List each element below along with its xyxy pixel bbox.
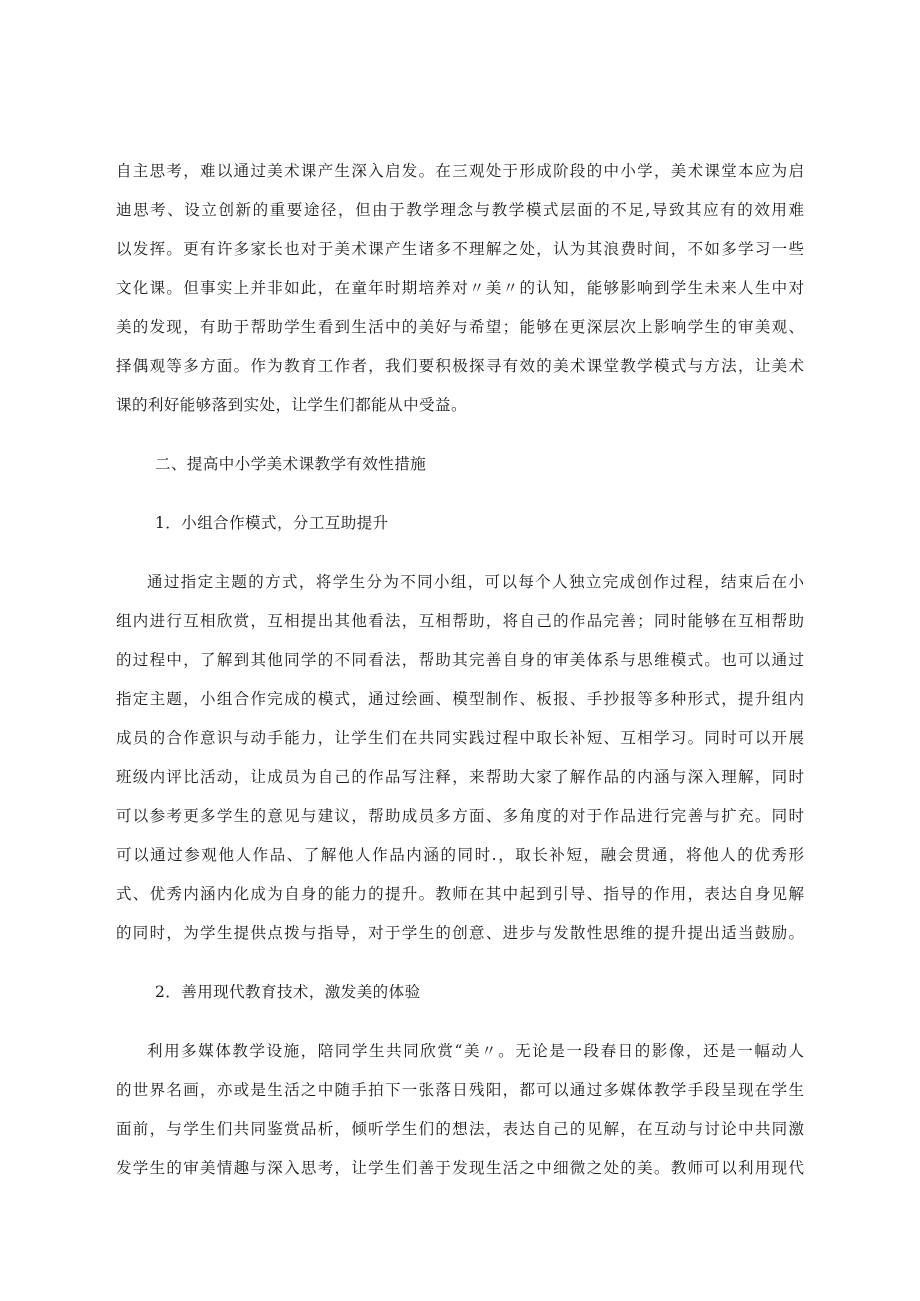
paragraph-2-line-7: 可以参考更多学生的意见与建议，帮助成员多方面、多角度的对于作品进行完善与扩充。同时 bbox=[116, 807, 804, 825]
paragraph-1-line-4: 文化课。但事实上并非如此，在童年时期培养对〃美〃的认知，能够影响到学生未来人生中对 bbox=[116, 279, 804, 297]
paragraph-3-line-4: 发学生的审美情趣与深入思考，让学生们善于发现生活之中细微之处的美。教师可以利用现代 bbox=[116, 1159, 804, 1177]
paragraph-2-line-2: 组内进行互相欣赏，互相提出其他看法，互相帮助，将自己的作品完善；同时能够在互相帮助 bbox=[116, 612, 804, 630]
paragraph-1-line-2: 迪思考、设立创新的重要途径，但由于教学理念与教学模式层面的不足,导致其应有的效用难 bbox=[116, 201, 804, 219]
paragraph-1-line-5: 美的发现，有助于帮助学生看到生活中的美好与希望；能够在更深层次上影响学生的审美观、 bbox=[116, 318, 804, 336]
paragraph-2-line-5: 成员的合作意识与动手能力，让学生们在共同实践过程中取长补短、互相学习。同时可以开展 bbox=[116, 729, 804, 747]
paragraph-1-line-7: 课的利好能够落到实处，让学生们都能从中受益。 bbox=[116, 396, 467, 414]
paragraph-2-line-4: 指定主题，小组合作完成的模式，通过绘画、模型制作、板报、手抄报等多种形式，提升组内 bbox=[116, 690, 804, 708]
paragraph-2-line-8: 可以通过参观他人作品、了解他人作品内涵的同时.，取长补短，融会贯通，将他人的优秀形 bbox=[116, 846, 804, 864]
paragraph-2-line-6: 班级内评比活动，让成员为自己的作品写注释，来帮助大家了解作品的内涵与深入理解，同时 bbox=[116, 768, 804, 786]
paragraph-3-line-1: 利用多媒体教学设施，陪同学生共同欣赏“美〃。无论是一段春日的影像，还是一幅动人 bbox=[147, 1042, 804, 1060]
paragraph-2-line-1: 通过指定主题的方式，将学生分为不同小组，可以每个人独立完成创作过程，结束后在小 bbox=[147, 573, 804, 591]
paragraph-1-line-6: 择偶观等多方面。作为教育工作者，我们要积极探寻有效的美术课堂教学模式与方法，让美术 bbox=[116, 357, 804, 375]
subsection-2-heading: 2．善用现代教育技术，激发美的体验 bbox=[155, 983, 421, 1001]
paragraph-1-line-3: 以发挥。更有许多家长也对于美术课产生诸多不理解之处，认为其浪费时间，不如多学习一些 bbox=[116, 240, 804, 258]
paragraph-2-line-3: 的过程中，了解到其他同学的不同看法，帮助其完善自身的审美体系与思维模式。也可以通过 bbox=[116, 651, 804, 669]
paragraph-1-line-1: 自主思考，难以通过美术课产生深入启发。在三观处于形成阶段的中小学，美术课堂本应为启 bbox=[116, 162, 804, 180]
paragraph-2-line-10: 的同时，为学生提供点拨与指导，对于学生的创意、进步与发散性思维的提升提出适当鼓励。 bbox=[116, 924, 804, 942]
paragraph-3-line-3: 面前，与学生们共同鉴赏品析，倾听学生们的想法，表达自己的见解，在互动与讨论中共同激 bbox=[116, 1120, 804, 1138]
section-heading: 二、提高中小学美术课教学有效性措施 bbox=[155, 455, 427, 473]
paragraph-3-line-2: 的世界名画，亦或是生活之中随手拍下一张落日残阳，都可以通过多媒体教学手段呈现在学生 bbox=[116, 1081, 804, 1099]
subsection-1-heading: 1．小组合作模式，分工互助提升 bbox=[155, 514, 389, 532]
paragraph-2-line-9: 式、优秀内涵内化成为自身的能力的提升。教师在其中起到引导、指导的作用，表达自身见解 bbox=[116, 885, 804, 903]
